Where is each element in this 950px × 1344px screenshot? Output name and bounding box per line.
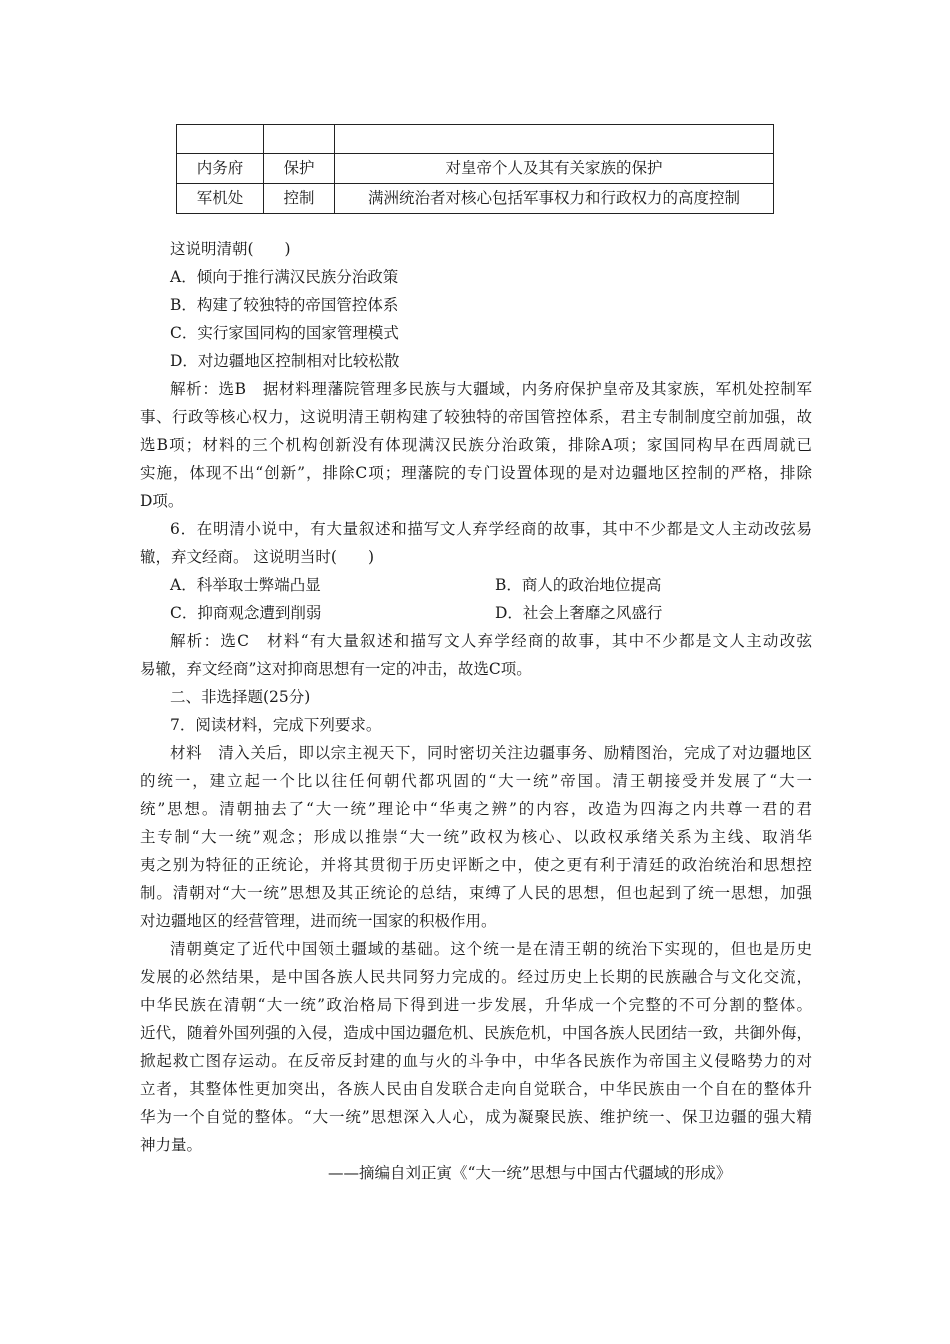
table-cell: 军机处	[177, 184, 264, 214]
material-line: 对边疆地区的经营管理，进而统一国家的积极作用。	[140, 912, 497, 930]
question-stem: 辙，弃文经商。 这说明当时( )	[140, 548, 375, 566]
material-line: 清朝奠定了近代中国领土疆域的基础。这个统一是在清王朝的统治下实现的，但也是历史	[170, 940, 812, 958]
table-row	[177, 154, 774, 184]
analysis-line: 易辙，弃文经商”这对抑商思想有一定的冲击，故选C项。	[140, 660, 532, 678]
material-line: 主专制“大一统”观念；形成以推崇“大一统”政权为核心、以政权承绪关系为主线、取消华	[140, 828, 812, 846]
material-line: 夷之别为特征的正统论，并将其贯彻于历史评断之中，使之更有利于清廷的政治统治和思想控	[140, 856, 812, 874]
table-cell: 满洲统治者对核心包括军事权力和行政权力的高度控制	[335, 184, 774, 214]
material-line: 的统一，建立起一个比以往任何朝代都巩固的“大一统”帝国。清王朝接受并发展了“大一	[140, 772, 812, 790]
question-stem: 6．在明清小说中，有大量叙述和描写文人弃学经商的故事，其中不少都是文人主动改弦易	[170, 520, 812, 538]
table-cell: 保护	[264, 154, 335, 184]
analysis-line: 事、行政等核心权力，这说明清王朝构建了较独特的帝国管控体系，君主专制制度空前加强，故	[140, 408, 812, 426]
option-c: C．实行家国同构的国家管理模式	[170, 324, 399, 342]
table-cell: 控制	[264, 184, 335, 214]
table-cell: 内务府	[177, 154, 264, 184]
analysis-line: 实施，体现不出“创新”，排除C项；理藩院的专门设置体现的是对边疆地区控制的严格，排除	[140, 464, 812, 482]
material-line: 神力量。	[140, 1136, 203, 1154]
table-cell	[264, 125, 335, 154]
material-line: 统”思想。清朝抽去了“大一统”理论中“华夷之辨”的内容，改造为四海之内共尊一君的君	[140, 800, 812, 818]
option-a: A．倾向于推行满汉民族分治政策	[170, 268, 399, 286]
question-stem: 这说明清朝( )	[170, 240, 291, 258]
source-citation: ——摘编自刘正寅《“大一统”思想与中国古代疆域的形成》	[328, 1164, 732, 1182]
analysis-line: D项。	[140, 492, 184, 510]
material-line: 中华民族在清朝“大一统”政治格局下得到进一步发展，升华成一个完整的不可分割的整体。	[140, 996, 812, 1014]
table-row	[177, 184, 774, 214]
analysis-line: 解析：选C 材料“有大量叙述和描写文人弃学经商的故事，其中不少都是文人主动改弦	[170, 632, 812, 650]
material-line: 材料 清入关后，即以宗主视天下，同时密切关注边疆事务、励精图治，完成了对边疆地区	[170, 744, 812, 762]
option-c: C．抑商观念遭到削弱	[170, 604, 322, 622]
table-cell	[335, 125, 774, 154]
option-a: A．科举取士弊端凸显	[170, 576, 321, 594]
institution-table	[176, 124, 774, 214]
table-cell	[177, 125, 264, 154]
section-heading: 二、非选择题(25分)	[170, 688, 311, 706]
material-line: 掀起救亡图存运动。在反帝反封建的血与火的斗争中，中华各民族作为帝国主义侵略势力的对	[140, 1052, 812, 1070]
material-line: 发展的必然结果，是中国各族人民共同努力完成的。经过历史上长期的民族融合与文化交流，	[140, 968, 812, 986]
material-line: 立者，其整体性更加突出，各族人民由自发联合走向自觉联合，中华民族由一个自在的整体升	[140, 1080, 812, 1098]
analysis-line: 解析：选B 据材料理藩院管理多民族与大疆域，内务府保护皇帝及其家族，军机处控制军	[170, 380, 812, 398]
analysis-line: 选B项；材料的三个机构创新没有体现满汉民族分治政策，排除A项；家国同构早在西周就已	[140, 436, 812, 454]
material-line: 华为一个自觉的整体。“大一统”思想深入人心，成为凝聚民族、维护统一、保卫边疆的强大精	[140, 1108, 812, 1126]
option-d: D．社会上奢靡之风盛行	[495, 604, 663, 622]
material-line: 近代，随着外国列强的入侵，造成中国边疆危机、民族危机，中国各族人民团结一致，共御外侮，	[140, 1024, 812, 1042]
material-line: 制。清朝对“大一统”思想及其正统论的总结，束缚了人民的思想，但也起到了统一思想，加强	[140, 884, 812, 902]
question-stem: 7．阅读材料，完成下列要求。	[170, 716, 382, 734]
table-row	[177, 125, 774, 154]
table-cell: 对皇帝个人及其有关家族的保护	[335, 154, 774, 184]
option-b: B．构建了较独特的帝国管控体系	[170, 296, 399, 314]
option-d: D．对边疆地区控制相对比较松散	[170, 352, 400, 370]
option-b: B．商人的政治地位提高	[495, 576, 662, 594]
